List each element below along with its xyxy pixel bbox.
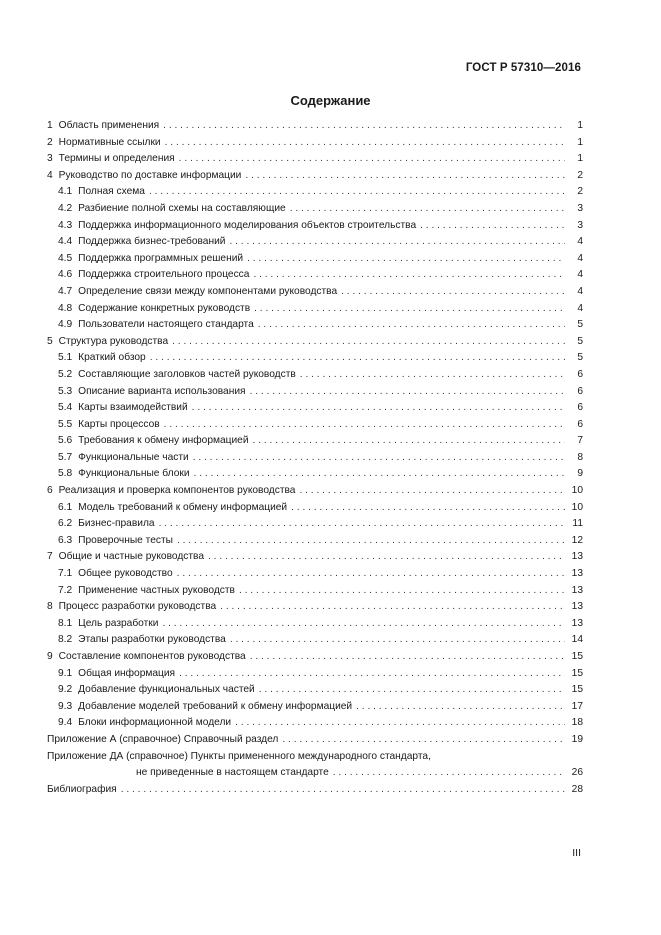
toc-entry-page: 28 bbox=[571, 783, 583, 795]
toc-entry-number: 8 bbox=[47, 601, 53, 613]
dot-leader bbox=[149, 184, 565, 201]
toc-entry[interactable] bbox=[47, 151, 583, 168]
toc-entry-title: Общие и частные руководства bbox=[58, 551, 204, 563]
toc-entry-title: Полная схема bbox=[78, 186, 145, 198]
toc-entry-number: 4.7 bbox=[58, 285, 73, 297]
toc-entry[interactable] bbox=[47, 417, 583, 434]
toc-entry-page: 6 bbox=[577, 418, 583, 430]
dot-leader bbox=[235, 715, 565, 732]
dot-leader bbox=[220, 599, 565, 616]
dot-leader bbox=[290, 201, 565, 218]
toc-entry-number: 4.4 bbox=[58, 236, 73, 248]
toc-entry[interactable] bbox=[47, 400, 583, 417]
toc-entry-number: 4.3 bbox=[58, 219, 73, 231]
toc-entry-number: 8.1 bbox=[58, 617, 73, 629]
toc-entry-page: 3 bbox=[577, 219, 583, 231]
toc-entry[interactable] bbox=[47, 599, 583, 616]
toc-entry-title: Добавление моделей требований к обмену информацией bbox=[78, 700, 353, 712]
toc-entry-page: 6 bbox=[577, 368, 583, 380]
toc-entry-title-continued: не приведенные в настоящем стандарте bbox=[136, 767, 329, 779]
toc-entry-page: 10 bbox=[571, 485, 583, 497]
dot-leader bbox=[165, 135, 565, 152]
toc-entry-number: 6 bbox=[47, 485, 53, 497]
toc-entry-title: Поддержка программных решений bbox=[78, 252, 244, 264]
toc-entry-appendix-da[interactable] bbox=[47, 749, 583, 782]
toc-entry-number: 9.3 bbox=[58, 700, 73, 712]
toc-entry-title: Приложение А (справочное) Справочный раздел bbox=[47, 733, 279, 745]
toc-entry-title: Общая информация bbox=[78, 667, 176, 679]
toc-entry-title: Определение связи между компонентами руководства bbox=[78, 285, 338, 297]
toc-entry-page: 4 bbox=[577, 269, 583, 281]
dot-leader bbox=[333, 765, 565, 782]
dot-leader bbox=[194, 466, 565, 483]
toc-entry-number: 8.2 bbox=[58, 634, 73, 646]
toc-entry[interactable] bbox=[47, 234, 583, 251]
toc-entry[interactable] bbox=[47, 450, 583, 467]
toc-entry-page: 4 bbox=[577, 302, 583, 314]
toc-entry[interactable] bbox=[47, 334, 583, 351]
toc-entry[interactable] bbox=[47, 201, 583, 218]
toc-entry-appendix-a[interactable] bbox=[47, 732, 583, 749]
dot-leader bbox=[179, 666, 565, 683]
dot-leader bbox=[193, 450, 565, 467]
toc-entry-number: 5.7 bbox=[58, 451, 73, 463]
toc-entry-page: 19 bbox=[571, 733, 583, 745]
toc-entry[interactable] bbox=[47, 135, 583, 152]
toc-entry-page: 5 bbox=[577, 352, 583, 364]
toc-entry-number: 9.1 bbox=[58, 667, 73, 679]
toc-entry-number: 7.2 bbox=[58, 584, 73, 596]
toc-entry-number: 5.8 bbox=[58, 468, 73, 480]
dot-leader bbox=[208, 549, 565, 566]
toc-entry-title: Карты взаимодействий bbox=[78, 402, 188, 414]
toc-entry[interactable] bbox=[47, 367, 583, 384]
dot-leader bbox=[163, 118, 565, 135]
toc-entry-title: Реализация и проверка компонентов руководства bbox=[58, 485, 296, 497]
toc-entry-title: Общее руководство bbox=[78, 568, 173, 580]
toc-entry-title: Нормативные ссылки bbox=[58, 136, 161, 148]
dot-leader bbox=[245, 168, 565, 185]
toc-entry[interactable] bbox=[47, 118, 583, 135]
dot-leader bbox=[356, 699, 565, 716]
toc-entry-number: 6.3 bbox=[58, 534, 73, 546]
toc-entry-title: Поддержка бизнес-требований bbox=[78, 236, 226, 248]
table-of-contents bbox=[47, 118, 583, 798]
toc-entry-page: 8 bbox=[577, 451, 583, 463]
toc-entry-number: 5.2 bbox=[58, 368, 73, 380]
dot-leader bbox=[253, 433, 565, 450]
toc-entry-number: 3 bbox=[47, 153, 53, 165]
toc-entry-title: Применение частных руководств bbox=[78, 584, 235, 596]
toc-entry-title: Карты процессов bbox=[78, 418, 160, 430]
toc-entry-number: 5.6 bbox=[58, 435, 73, 447]
toc-entry[interactable] bbox=[47, 284, 583, 301]
toc-entry-page: 13 bbox=[571, 584, 583, 596]
dot-leader bbox=[300, 367, 565, 384]
toc-entry-page: 2 bbox=[577, 169, 583, 181]
toc-entry-page: 9 bbox=[577, 468, 583, 480]
toc-entry-page: 13 bbox=[571, 568, 583, 580]
toc-entry-number: 4.8 bbox=[58, 302, 73, 314]
toc-entry-page: 5 bbox=[577, 335, 583, 347]
toc-entry-number: 9 bbox=[47, 651, 53, 662]
toc-entry[interactable] bbox=[47, 433, 583, 450]
toc-entry-number: 4.6 bbox=[58, 269, 73, 281]
toc-entry[interactable] bbox=[47, 500, 583, 517]
toc-entry[interactable] bbox=[47, 566, 583, 583]
dot-leader bbox=[162, 616, 565, 633]
toc-entry-page: 13 bbox=[571, 551, 583, 563]
toc-entry-page: 13 bbox=[571, 601, 583, 613]
toc-entry-number: 5.1 bbox=[58, 352, 73, 364]
toc-entry-number: 2 bbox=[47, 136, 53, 148]
toc-entry[interactable] bbox=[47, 483, 583, 500]
toc-entry-title: Разбиение полной схемы на составляющие bbox=[78, 202, 286, 214]
toc-entry-title: Функциональные части bbox=[78, 451, 189, 463]
toc-entry-page: 4 bbox=[577, 236, 583, 248]
toc-entry-title: Термины и определения bbox=[58, 153, 175, 165]
toc-entry-page: 6 bbox=[577, 385, 583, 397]
toc-entry-page: 1 bbox=[577, 120, 583, 131]
dot-leader bbox=[299, 483, 565, 500]
toc-entry-title: Процесс разработки руководства bbox=[58, 601, 217, 613]
toc-entry[interactable] bbox=[47, 715, 583, 732]
toc-entry-title: Структура руководства bbox=[58, 335, 169, 347]
toc-entry-page: 2 bbox=[577, 186, 583, 198]
toc-entry-page: 15 bbox=[571, 684, 583, 696]
dot-leader bbox=[179, 151, 565, 168]
toc-entry-title: Поддержка строительного процесса bbox=[78, 269, 250, 281]
toc-entry-title: Область применения bbox=[58, 120, 160, 131]
toc-entry[interactable] bbox=[47, 350, 583, 367]
toc-entry-number: 9.2 bbox=[58, 684, 73, 696]
dot-leader bbox=[250, 649, 565, 666]
dot-leader bbox=[172, 334, 565, 351]
toc-entry-page: 13 bbox=[571, 617, 583, 629]
toc-entry-title: Этапы разработки руководства bbox=[78, 634, 226, 646]
toc-entry-page: 1 bbox=[577, 136, 583, 148]
toc-entry[interactable] bbox=[47, 666, 583, 683]
toc-entry-number: 4.1 bbox=[58, 186, 73, 198]
toc-entry-number: 5.4 bbox=[58, 402, 73, 414]
dot-leader bbox=[259, 682, 565, 699]
toc-entry[interactable] bbox=[47, 301, 583, 318]
dot-leader bbox=[164, 417, 565, 434]
toc-entry-bibliography[interactable] bbox=[47, 782, 583, 799]
toc-entry-title: Проверочные тесты bbox=[78, 534, 173, 546]
toc-entry-title: Бизнес-правила bbox=[78, 518, 155, 530]
toc-entry-title: Краткий обзор bbox=[78, 352, 146, 364]
dot-leader bbox=[291, 500, 565, 517]
toc-entry-number: 4.2 bbox=[58, 202, 73, 214]
toc-entry[interactable] bbox=[47, 549, 583, 566]
toc-entry-number: 1 bbox=[47, 120, 53, 131]
toc-entry[interactable] bbox=[47, 251, 583, 268]
toc-entry-title: Функциональные блоки bbox=[78, 468, 190, 480]
toc-entry-title: Пользователи настоящего стандарта bbox=[78, 319, 254, 331]
toc-entry-page: 7 bbox=[577, 435, 583, 447]
toc-entry-number: 6.1 bbox=[58, 501, 73, 513]
toc-entry-number: 5.3 bbox=[58, 385, 73, 397]
dot-leader bbox=[420, 218, 565, 235]
toc-entry-page: 18 bbox=[571, 717, 583, 729]
toc-entry-title: Добавление функциональных частей bbox=[78, 684, 255, 696]
dot-leader bbox=[253, 267, 565, 284]
toc-entry-page: 3 bbox=[577, 202, 583, 214]
toc-entry-number: 7.1 bbox=[58, 568, 73, 580]
toc-entry-number: 6.2 bbox=[58, 518, 73, 530]
toc-entry[interactable] bbox=[47, 583, 583, 600]
toc-entry[interactable] bbox=[47, 384, 583, 401]
toc-entry[interactable] bbox=[47, 682, 583, 699]
document-code: ГОСТ Р 57310—2016 bbox=[465, 62, 581, 74]
toc-entry-title: Требования к обмену информацией bbox=[78, 435, 249, 447]
toc-entry[interactable] bbox=[47, 649, 583, 666]
toc-entry-page: 15 bbox=[571, 667, 583, 679]
toc-entry[interactable] bbox=[47, 699, 583, 716]
toc-entry-number: 4.9 bbox=[58, 319, 73, 331]
toc-entry-title: Описание варианта использования bbox=[78, 385, 246, 397]
toc-entry-title: Составление компонентов руководства bbox=[58, 651, 246, 662]
toc-entry-page: 12 bbox=[571, 534, 583, 546]
dot-leader bbox=[254, 301, 565, 318]
toc-entry-page: 17 bbox=[571, 700, 583, 712]
dot-leader bbox=[177, 533, 565, 550]
toc-entry[interactable] bbox=[47, 632, 583, 649]
dot-leader bbox=[239, 583, 565, 600]
toc-entry[interactable] bbox=[47, 516, 583, 533]
toc-entry[interactable] bbox=[47, 168, 583, 185]
toc-entry[interactable] bbox=[47, 218, 583, 235]
dot-leader bbox=[250, 384, 565, 401]
toc-entry-page: 15 bbox=[571, 651, 583, 662]
toc-entry-title: Блоки информационной модели bbox=[78, 717, 232, 729]
toc-entry-page: 26 bbox=[571, 767, 583, 779]
dot-leader bbox=[341, 284, 565, 301]
toc-entry-title: Поддержка информационного моделирования объектов строительства bbox=[78, 219, 417, 231]
dot-leader bbox=[247, 251, 565, 268]
toc-entry-number: 5 bbox=[47, 335, 53, 347]
toc-entry[interactable] bbox=[47, 533, 583, 550]
toc-entry[interactable] bbox=[47, 317, 583, 334]
toc-entry[interactable] bbox=[47, 184, 583, 201]
toc-entry[interactable] bbox=[47, 616, 583, 633]
toc-entry-page: 10 bbox=[571, 501, 583, 513]
toc-entry-title: Библиография bbox=[47, 783, 117, 795]
toc-entry-page: 4 bbox=[577, 285, 583, 297]
toc-entry[interactable] bbox=[47, 267, 583, 284]
toc-entry-number: 4 bbox=[47, 169, 53, 181]
toc-entry-title: Приложение ДА (справочное) Пункты примененного международного стандарта, bbox=[47, 750, 431, 762]
toc-entry-title: Составляющие заголовков частей руководств bbox=[78, 368, 296, 380]
toc-entry-number: 9.4 bbox=[58, 717, 73, 729]
toc-entry-title: Содержание конкретных руководств bbox=[78, 302, 251, 314]
toc-entry-page: 6 bbox=[577, 402, 583, 414]
dot-leader bbox=[230, 632, 565, 649]
dot-leader bbox=[282, 732, 565, 749]
dot-leader bbox=[192, 400, 565, 417]
toc-entry-number: 7 bbox=[47, 551, 53, 563]
toc-entry-page: 4 bbox=[577, 252, 583, 264]
dot-leader bbox=[258, 317, 565, 334]
toc-entry-title: Руководство по доставке информации bbox=[58, 169, 242, 181]
dot-leader bbox=[229, 234, 565, 251]
toc-entry[interactable] bbox=[47, 466, 583, 483]
toc-entry-page: 5 bbox=[577, 319, 583, 331]
page-title: Содержание bbox=[290, 93, 371, 108]
toc-entry-page: 1 bbox=[577, 153, 583, 165]
toc-entry-number: 4.5 bbox=[58, 252, 73, 264]
dot-leader bbox=[150, 350, 565, 367]
toc-entry-page: 11 bbox=[572, 518, 583, 530]
dot-leader bbox=[121, 782, 565, 799]
toc-entry-page: 14 bbox=[571, 634, 583, 646]
toc-entry-number: 5.5 bbox=[58, 418, 73, 430]
page-number: III bbox=[572, 847, 581, 859]
dot-leader bbox=[159, 516, 565, 533]
toc-entry-title: Модель требований к обмену информацией bbox=[78, 501, 288, 513]
dot-leader bbox=[177, 566, 565, 583]
toc-entry-title: Цель разработки bbox=[78, 617, 159, 629]
